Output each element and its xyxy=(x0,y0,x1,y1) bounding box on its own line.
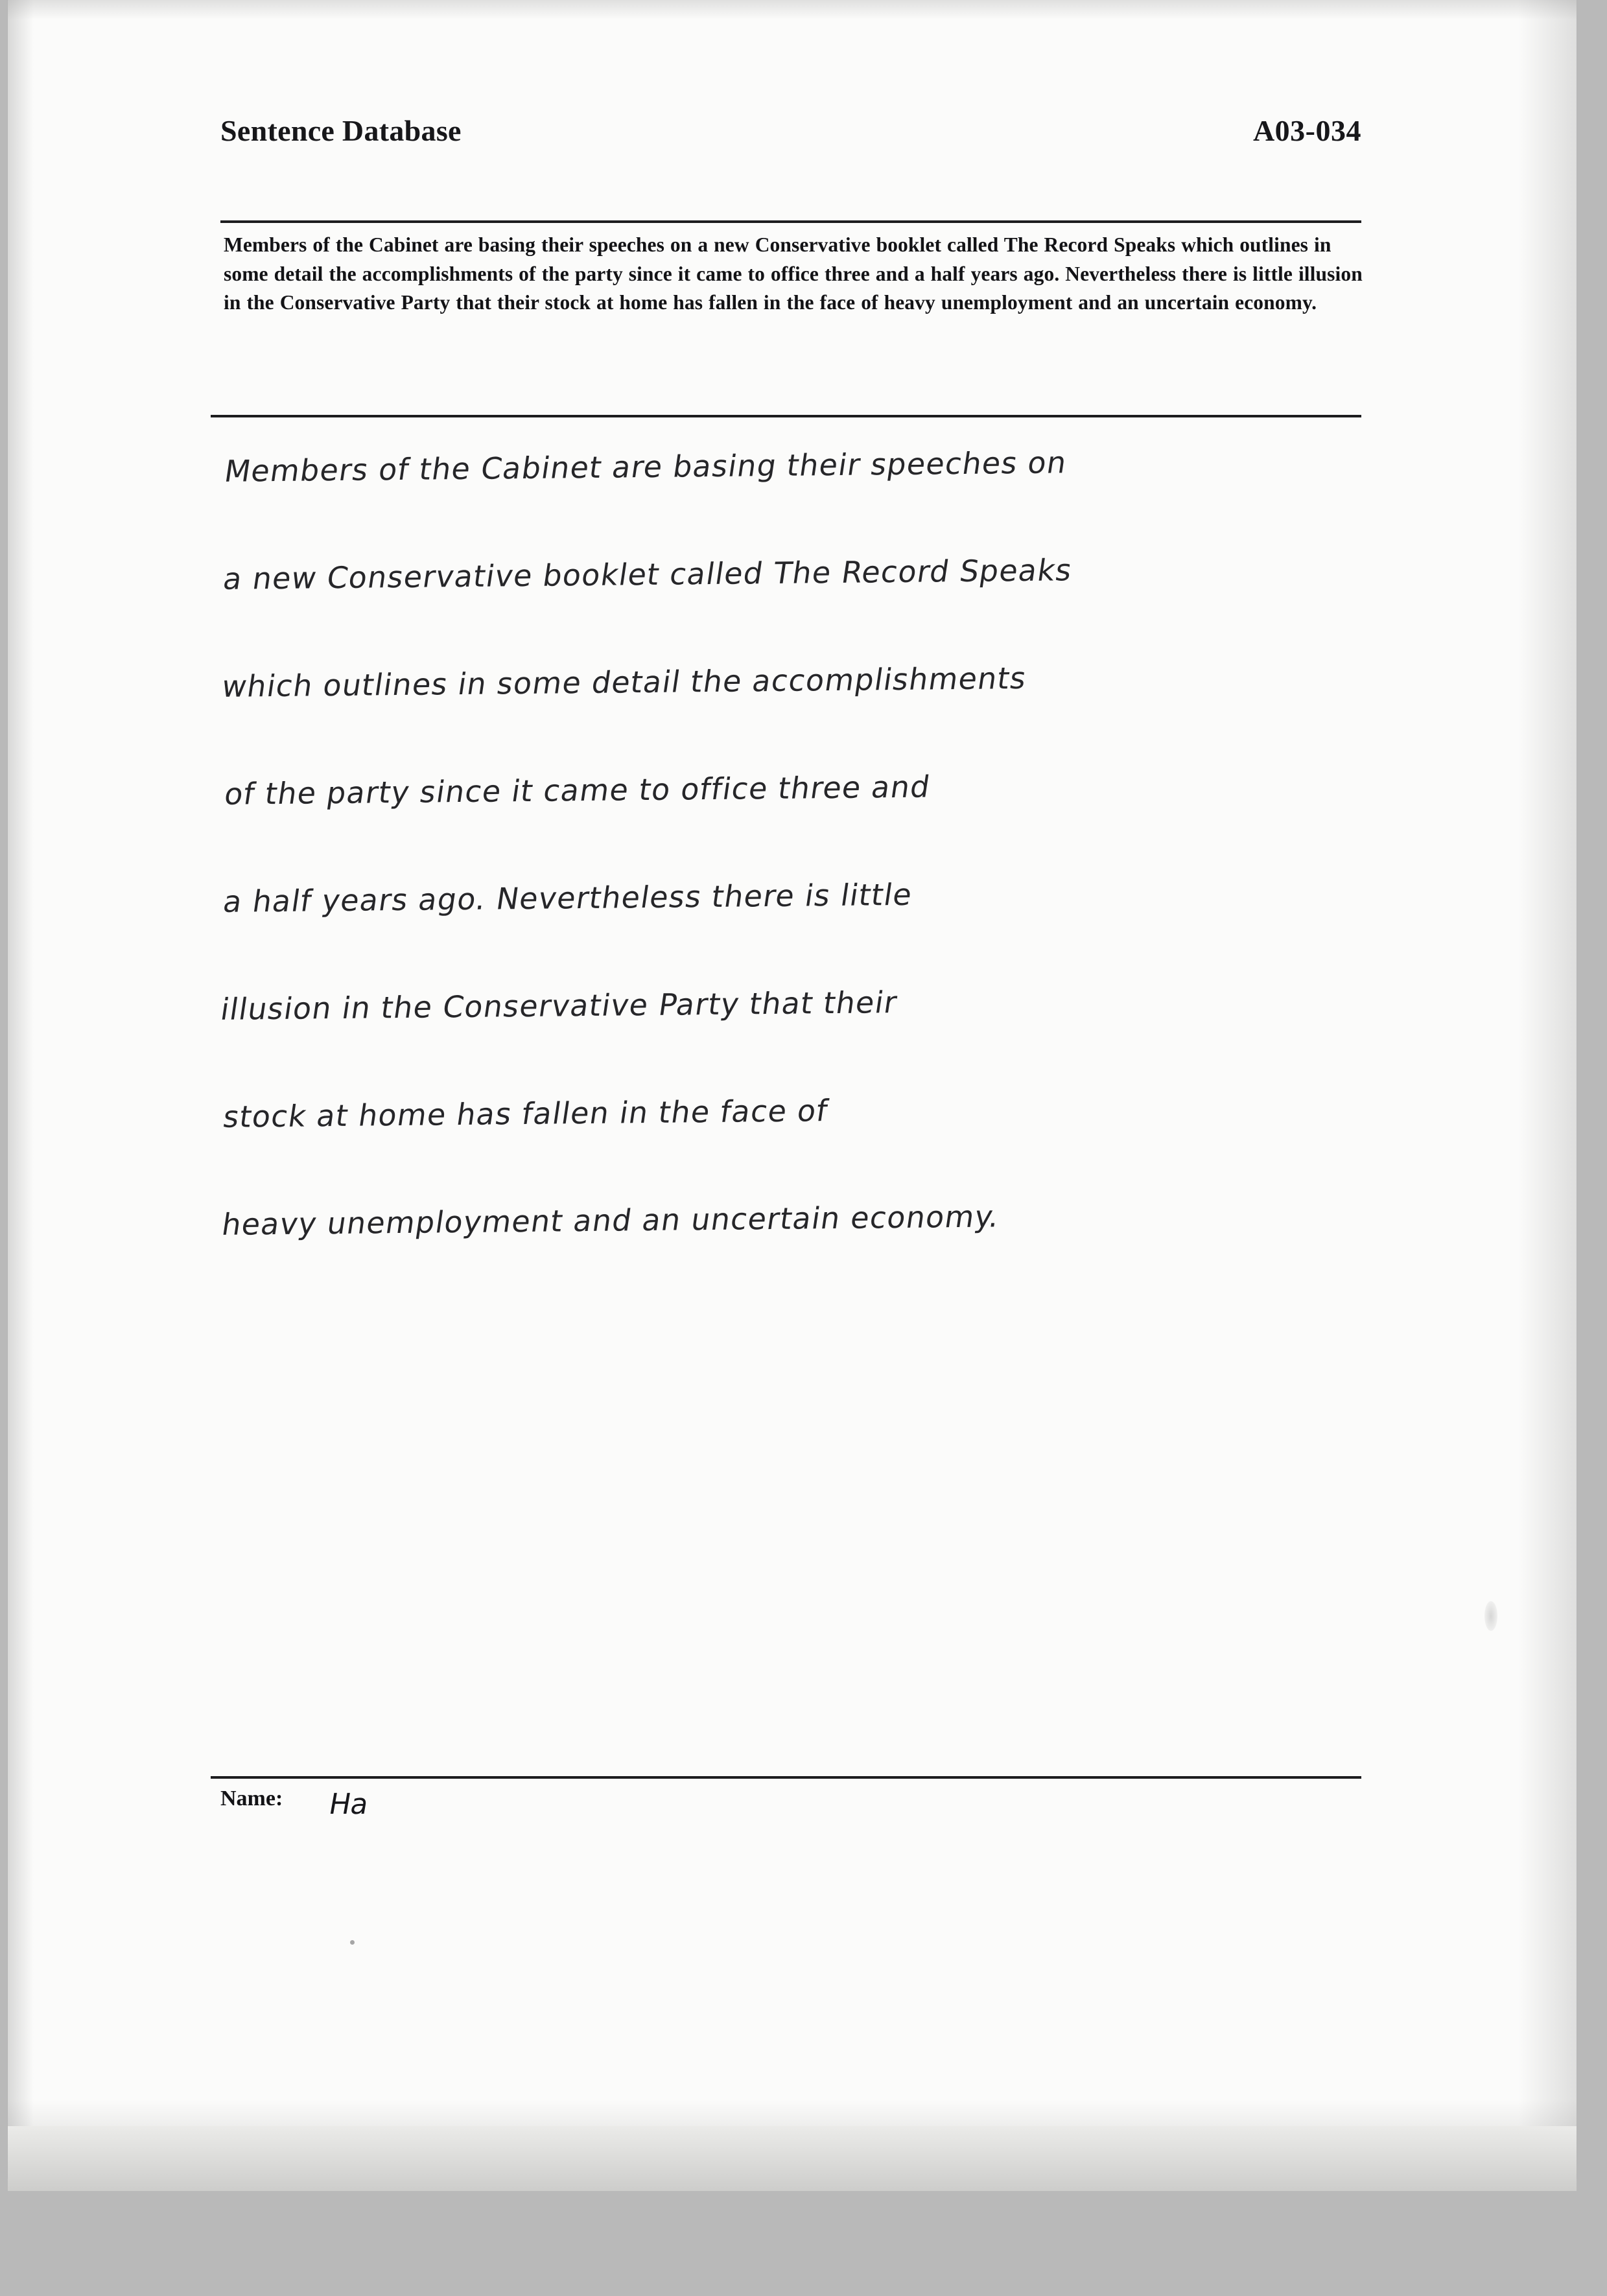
handwritten-line xyxy=(205,441,1455,561)
divider-top xyxy=(220,220,1361,223)
handwritten-line-text: which outlines in some detail the accomplishments xyxy=(219,660,1029,704)
divider-name xyxy=(211,1776,1361,1779)
handwritten-line-text: of the party since it came to office three and xyxy=(222,769,933,812)
handwritten-line-text: a new Conservative booklet called The Record Speaks xyxy=(220,552,1075,596)
scan-artifact xyxy=(1484,1601,1497,1631)
scan-shadow-left xyxy=(8,0,34,2178)
handwriting-area xyxy=(214,447,1446,1308)
scan-shadow-top xyxy=(8,0,1577,19)
handwritten-line xyxy=(205,764,1455,884)
scan-speck xyxy=(350,1940,355,1945)
handwritten-line xyxy=(205,548,1455,669)
page-title: Sentence Database xyxy=(220,114,462,147)
form-code: A03-034 xyxy=(1252,114,1361,147)
name-value: Ha xyxy=(326,1788,371,1821)
handwritten-line xyxy=(205,1086,1455,1207)
handwritten-line xyxy=(205,656,1455,777)
handwritten-line-text: heavy unemployment and an uncertain economy. xyxy=(219,1199,1002,1242)
divider-middle xyxy=(211,415,1361,417)
handwritten-line-text: illusion in the Conservative Party that their xyxy=(218,985,900,1027)
printed-prompt-text: Members of the Cabinet are basing their speeches on a new Conservative booklet called The Record Speaks which outlines in some detail the accomplishments of the party since it came to office three and a half years ago. Nevertheless there is little illusion in the Conservative Party that their stock at home has fallen in the face of heavy unemployment and an uncertain economy. xyxy=(224,233,1363,314)
name-label: Name: xyxy=(220,1786,283,1810)
handwritten-line-text: a half years ago. Nevertheless there is little xyxy=(220,876,915,919)
handwritten-line-text: Members of the Cabinet are basing their speeches on xyxy=(222,445,1070,489)
page-header xyxy=(220,113,1361,148)
handwritten-line xyxy=(205,871,1455,992)
handwritten-line-text: stock at home has fallen in the face of xyxy=(220,1093,831,1134)
handwritten-line xyxy=(205,1194,1455,1315)
scan-shadow-right xyxy=(1518,0,1577,2178)
page-bottom-edge xyxy=(8,2126,1577,2191)
handwritten-line xyxy=(205,979,1455,1099)
